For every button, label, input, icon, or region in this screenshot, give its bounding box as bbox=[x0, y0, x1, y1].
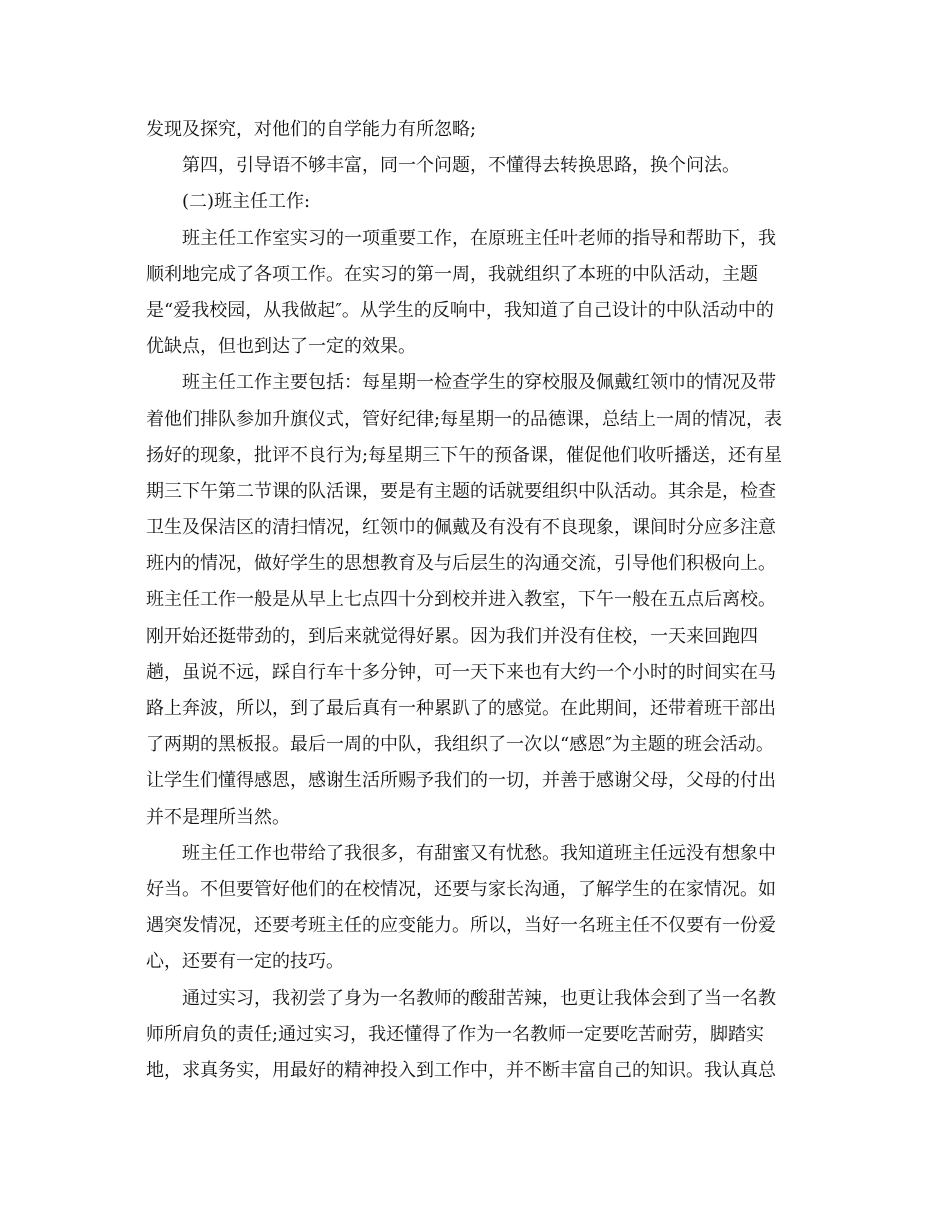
text-line: 班主任工作也带给了我很多，有甜蜜又有忧愁。我知道班主任远没有想象中 bbox=[182, 842, 776, 864]
text-line: 顺利地完成了各项工作。在实习的第一周，我就组织了本班的中队活动，主题 bbox=[146, 263, 758, 285]
text-line: 地，求真务实，用最好的精神投入到工作中，并不断丰富自己的知识。我认真总 bbox=[146, 1059, 776, 1081]
text-line: (二)班主任工作: bbox=[182, 191, 311, 213]
text-line: 心，还要有一定的技巧。 bbox=[146, 951, 344, 973]
text-line: 遇突发情况，还要考班主任的应变能力。所以，当好一名班主任不仅要有一份爱 bbox=[146, 915, 776, 937]
text-line: 趟，虽说不远，踩自行车十多分钟，可一天下来也有大约一个小时的时间实在马 bbox=[146, 661, 776, 683]
text-line: 优缺点，但也到达了一定的效果。 bbox=[146, 336, 416, 358]
text-line: 通过实习，我初尝了身为一名教师的酸甜苦辣，也更让我体会到了当一名教 bbox=[182, 987, 776, 1009]
text-line: 扬好的现象，批评不良行为;每星期三下午的预备课，催促他们收听播送，还有星 bbox=[146, 444, 783, 466]
text-line: 班主任工作室实习的一项重要工作，在原班主任叶老师的指导和帮助下，我 bbox=[182, 227, 776, 249]
text-line: 班内的情况，做好学生的思想教育及与后层生的沟通交流，引导他们积极向上。 bbox=[146, 553, 776, 575]
text-line: 刚开始还挺带劲的，到后来就觉得好累。因为我们并没有住校，一天来回跑四 bbox=[146, 625, 758, 647]
text-line: 着他们排队参加升旗仪式，管好纪律;每星期一的品德课，总结上一周的情况，表 bbox=[146, 408, 783, 430]
text-line: 并不是理所当然。 bbox=[146, 806, 290, 828]
text-line: 路上奔波，所以，到了最后真有一种累趴了的感觉。在此期间，还带着班干部出 bbox=[146, 698, 776, 719]
text-line: 发现及探究，对他们的自学能力有所忽略; bbox=[146, 119, 477, 140]
text-line: 让学生们懂得感恩，感谢生活所赐予我们的一切，并善于感谢父母，父母的付出 bbox=[146, 770, 776, 792]
text-line: 班主任工作主要包括：每星期一检查学生的穿校服及佩戴红领巾的情况及带 bbox=[182, 372, 776, 394]
text-line: 是“爱我校园，从我做起″。从学生的反响中，我知道了自己设计的中队活动中的 bbox=[146, 299, 774, 321]
text-line: 了两期的黑板报。最后一周的中队，我组织了一次以“感恩″为主题的班会活动。 bbox=[146, 734, 774, 756]
text-line: 卫生及保洁区的清扫情况，红领巾的佩戴及有没有不良现象，课间时分应多注意 bbox=[146, 517, 776, 539]
text-line: 期三下午第二节课的队活课，要是有主题的话就要组织中队活动。其余是，检查 bbox=[146, 480, 776, 502]
text-line: 第四，引导语不够丰富，同一个问题，不懂得去转换思路，换个问法。 bbox=[182, 155, 740, 177]
text-line: 班主任工作一般是从早上七点四十分到校并进入教室，下午一般在五点后离校。 bbox=[146, 589, 776, 611]
document-body bbox=[146, 112, 806, 1089]
text-line: 师所肩负的责任;通过实习，我还懂得了作为一名教师一定要吃苦耐劳，脚踏实 bbox=[146, 1023, 765, 1045]
text-line: 好当。不但要管好他们的在校情况，还要与家长沟通，了解学生的在家情况。如 bbox=[146, 878, 776, 900]
